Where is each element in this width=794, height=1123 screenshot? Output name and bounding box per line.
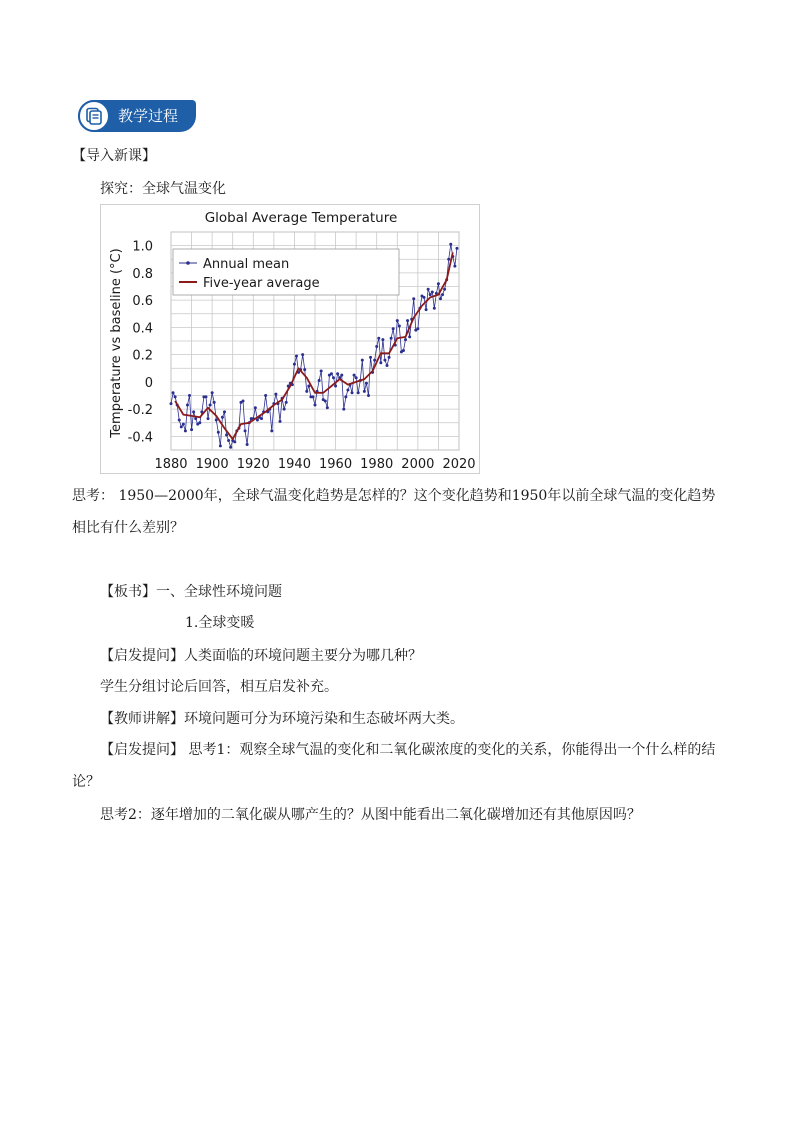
data-point: [318, 379, 321, 382]
data-point: [217, 431, 220, 434]
x-tick-label: 1920: [236, 457, 270, 472]
data-point: [213, 401, 216, 404]
group-discussion-line: 学生分组讨论后回答，相互启发补充。: [100, 679, 338, 695]
data-point: [204, 395, 207, 398]
data-point: [233, 440, 236, 443]
data-point: [386, 364, 389, 367]
y-tick-label: 0.6: [132, 294, 153, 310]
data-point: [379, 361, 382, 364]
data-point: [283, 408, 286, 411]
y-tick-label: 0: [144, 375, 153, 391]
y-tick-label: -0.4: [127, 430, 153, 446]
x-tick-label: 1960: [319, 457, 353, 472]
data-point: [180, 425, 183, 428]
data-point: [264, 394, 267, 397]
data-point: [447, 258, 450, 261]
x-tick-label: 1880: [154, 457, 188, 472]
think-question-1: 思考： 1950—2000年，全球气温变化趋势是怎样的？这个变化趋势和1950年以前全球气温的变化趋势相比有什么差别？: [72, 488, 716, 536]
think-question-2: 思考2：逐年增加的二氧化碳从哪产生的？从图中能看出二氧化碳增加还有其他原因吗？: [100, 807, 641, 823]
data-point: [198, 421, 201, 424]
data-point: [431, 290, 434, 293]
chart-y-axis-label: Temperature vs baseline (°C): [109, 248, 124, 438]
document-stack-icon: [78, 100, 110, 132]
data-point: [303, 368, 306, 371]
data-point: [270, 429, 273, 432]
prompt-question-1: 【启发提问】人类面临的环境问题主要分为哪几种？: [100, 648, 422, 664]
data-point: [227, 439, 230, 442]
section-badge-label: 教学过程: [118, 107, 179, 125]
data-point: [190, 428, 193, 431]
data-point: [305, 390, 308, 393]
data-point: [311, 395, 314, 398]
data-point: [342, 408, 345, 411]
data-point: [225, 434, 228, 437]
data-point: [254, 406, 257, 409]
data-point: [229, 446, 232, 449]
data-point: [392, 327, 395, 330]
data-point: [439, 297, 442, 300]
data-point: [441, 293, 444, 296]
data-point: [246, 443, 249, 446]
data-point: [383, 359, 386, 362]
data-point: [293, 363, 296, 366]
data-point: [381, 338, 384, 341]
data-point: [377, 337, 380, 340]
data-point: [174, 395, 177, 398]
data-point: [182, 423, 185, 426]
data-point: [367, 394, 370, 397]
data-point: [443, 288, 446, 291]
x-tick-label: 1900: [195, 457, 229, 472]
data-point: [437, 282, 440, 285]
data-point: [427, 288, 430, 291]
intro-heading: 【导入新课】: [72, 148, 156, 164]
data-point: [363, 390, 366, 393]
data-point: [453, 265, 456, 268]
data-point: [285, 401, 288, 404]
data-point: [375, 345, 378, 348]
data-point: [295, 354, 298, 357]
data-point: [355, 376, 358, 379]
data-point: [449, 243, 452, 246]
x-tick-label: 2000: [401, 457, 435, 472]
data-point: [412, 297, 415, 300]
data-point: [279, 420, 282, 423]
data-point: [390, 337, 393, 340]
data-point: [209, 404, 212, 407]
data-point: [353, 374, 356, 377]
data-point: [344, 395, 347, 398]
x-tick-label: 1940: [277, 457, 311, 472]
data-point: [406, 319, 409, 322]
section-badge: [78, 100, 196, 132]
legend-entry: Annual mean: [203, 257, 290, 272]
board-heading: 【板书】一、全球性环境问题: [100, 584, 282, 600]
data-point: [398, 325, 401, 328]
data-point: [221, 416, 224, 419]
data-point: [170, 402, 173, 405]
data-point: [455, 247, 458, 250]
data-point: [314, 404, 317, 407]
data-point: [373, 359, 376, 362]
data-point: [320, 369, 323, 372]
data-point: [416, 327, 419, 330]
data-point: [260, 417, 263, 420]
data-point: [184, 429, 187, 432]
data-point: [192, 410, 195, 413]
data-point: [396, 319, 399, 322]
data-point: [274, 393, 277, 396]
data-point: [340, 374, 343, 377]
data-point: [186, 404, 189, 407]
data-point: [172, 391, 175, 394]
temperature-chart: [100, 204, 480, 474]
data-point: [346, 389, 349, 392]
data-point: [369, 356, 372, 359]
y-tick-label: 0.4: [132, 321, 153, 337]
board-subheading: 1.全球变暖: [185, 615, 255, 631]
temperature-chart-svg: [101, 205, 479, 473]
legend-entry: Five-year average: [203, 276, 320, 291]
data-point: [433, 307, 436, 310]
data-point: [326, 406, 329, 409]
data-point: [301, 353, 304, 356]
y-tick-label: 1.0: [132, 239, 153, 255]
data-point: [388, 356, 391, 359]
prompt-question-2: 【启发提问】 思考1：观察全球气温的变化和二氧化碳浓度的变化的关系，你能得出一个什么样的结论？: [72, 742, 716, 790]
data-point: [334, 384, 337, 387]
data-point: [408, 335, 411, 338]
data-point: [324, 399, 327, 402]
y-tick-label: 0.2: [132, 348, 153, 364]
data-point: [219, 444, 222, 447]
data-point: [244, 429, 247, 432]
data-point: [211, 391, 214, 394]
data-point: [351, 391, 354, 394]
teacher-explanation: 【教师讲解】环境问题可分为环境污染和生态破坏两大类。: [100, 711, 464, 727]
chart-title: Global Average Temperature: [204, 210, 398, 226]
explore-line: 探究：全球气温变化: [100, 181, 226, 197]
data-point: [365, 382, 368, 385]
data-point: [242, 399, 245, 402]
data-point: [336, 372, 339, 375]
x-tick-label: 1980: [360, 457, 394, 472]
data-point: [429, 293, 432, 296]
data-point: [223, 410, 226, 413]
data-point: [423, 296, 426, 299]
data-point: [207, 417, 210, 420]
data-point: [357, 391, 360, 394]
legend-marker: [186, 261, 190, 265]
data-point: [178, 419, 181, 422]
data-point: [188, 394, 191, 397]
data-point: [361, 359, 364, 362]
data-point: [402, 349, 405, 352]
y-tick-label: 0.8: [132, 266, 153, 282]
data-point: [425, 308, 428, 311]
x-tick-label: 2020: [442, 457, 476, 472]
data-point: [404, 338, 407, 341]
data-point: [332, 376, 335, 379]
y-tick-label: -0.2: [127, 403, 153, 419]
data-point: [330, 372, 333, 375]
